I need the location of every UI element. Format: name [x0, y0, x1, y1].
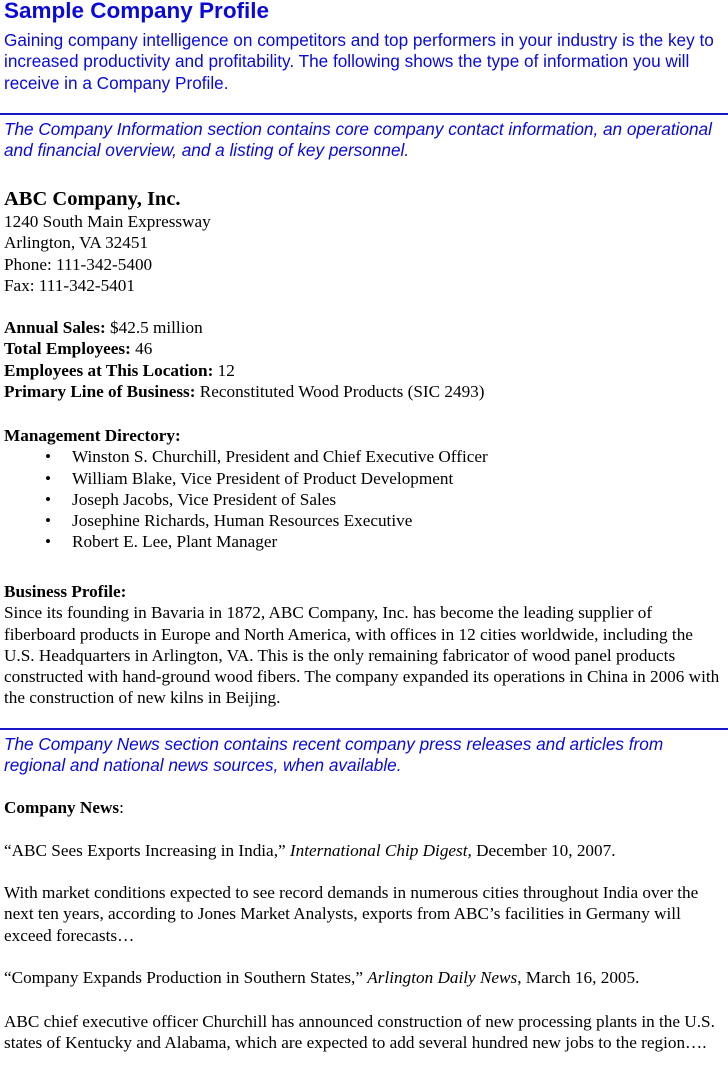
business-profile [4, 581, 726, 709]
phone-number: Phone: 111-342-5400 [4, 254, 153, 274]
business-profile-heading: Business Profile: [4, 582, 127, 601]
company-news-heading: Company News [4, 798, 120, 817]
list-item: • Josephine Richards, Human Resources Executive [45, 511, 413, 531]
list-item: • Joseph Jacobs, Vice President of Sales [45, 489, 337, 509]
fact-total-employees [4, 338, 726, 359]
fact-primary-business [4, 381, 726, 402]
fax-number: Fax: 111-342-5401 [4, 275, 135, 295]
address-line-2: Arlington, VA 32451 [4, 233, 149, 253]
company-facts-block [4, 317, 726, 402]
fact-value: 46 [130, 339, 153, 359]
page-title: Sample Company Profile [4, 0, 270, 23]
bullet-icon: • [45, 511, 52, 531]
fact-value: 12 [213, 360, 235, 380]
fact-label: Employees at This Location: [4, 360, 214, 380]
section-divider-company-info [0, 113, 728, 115]
fact-employees-location [4, 360, 726, 381]
fact-label: Total Employees: [4, 339, 131, 359]
fact-label: Primary Line of Business: [4, 381, 196, 401]
management-heading: Management Directory: [4, 426, 181, 445]
fact-label: Annual Sales: [4, 318, 106, 337]
fact-value: $42.5 million [105, 318, 203, 337]
intro-paragraph: Gaining company intelligence on competitors and top performers in your industry is the key to increased productivity and profitability. The following shows the type of information you will receive in a Company Profile. [4, 30, 714, 93]
company-news-heading-line: Company News: [4, 798, 124, 817]
section-divider-company-news [0, 728, 728, 730]
bullet-icon: • [45, 489, 52, 509]
article-headline: “Company Expands Production in Southern States,” [4, 968, 368, 987]
bullet-icon: • [45, 468, 52, 488]
article-headline: “ABC Sees Exports Increasing in India,” [4, 841, 290, 860]
article-date: December 10, 2007. [471, 841, 616, 860]
article-date: , March 16, 2005. [517, 968, 640, 987]
news-article-body: With market conditions expected to see record demands in numerous cities throughout India over the next ten years, according to Jones Market Analysts, exports from ABC’s facilities in Germany will exceed forecasts… [4, 883, 699, 945]
news-article-citation [4, 967, 726, 988]
bullet-icon: • [45, 447, 52, 467]
management-directory [4, 425, 726, 553]
company-info-note: The Company Information section contains core company contact information, an operational and financial overview, and a listing of key personnel. [4, 119, 712, 161]
business-profile-text: Since its founding in Bavaria in 1872, ABC Company, Inc. has become the leading supplier of fiberboard products in Europe and North America, with offices in 12 cities worldwide, including the U.S. Headquarters in Arlington, VA. This is the only remaining fabricator of wood panel products constructed with hand-ground wood fibers. The company expanded its operations in China in 2006 with the construction of new kilns in Beijing. [4, 603, 720, 708]
article-source: International Chip Digest, [289, 841, 472, 860]
fact-value: Reconstituted Wood Products (SIC 2493) [195, 381, 485, 401]
news-article-citation [4, 840, 726, 861]
address-line-1: 1240 South Main Expressway [4, 212, 211, 231]
company-name: ABC Company, Inc. [4, 188, 181, 210]
company-contact-block [4, 187, 726, 296]
list-item: • Winston S. Churchill, President and Chief Executive Officer [45, 447, 488, 467]
article-source: Arlington Daily News [367, 968, 518, 987]
management-list [4, 446, 726, 552]
bullet-icon: • [45, 532, 52, 552]
list-item: • William Blake, Vice President of Product Development [45, 468, 454, 488]
news-article-body: ABC chief executive officer Churchill has announced construction of new processing plants in the U.S. states of Kentucky and Alabama, which are expected to add several hundred new jobs to the region…. [4, 1012, 715, 1053]
fact-annual-sales [4, 317, 726, 338]
company-news-note: The Company News section contains recent company press releases and articles from regional and national news sources, when available. [4, 734, 664, 776]
list-item: • Robert E. Lee, Plant Manager [45, 532, 278, 552]
